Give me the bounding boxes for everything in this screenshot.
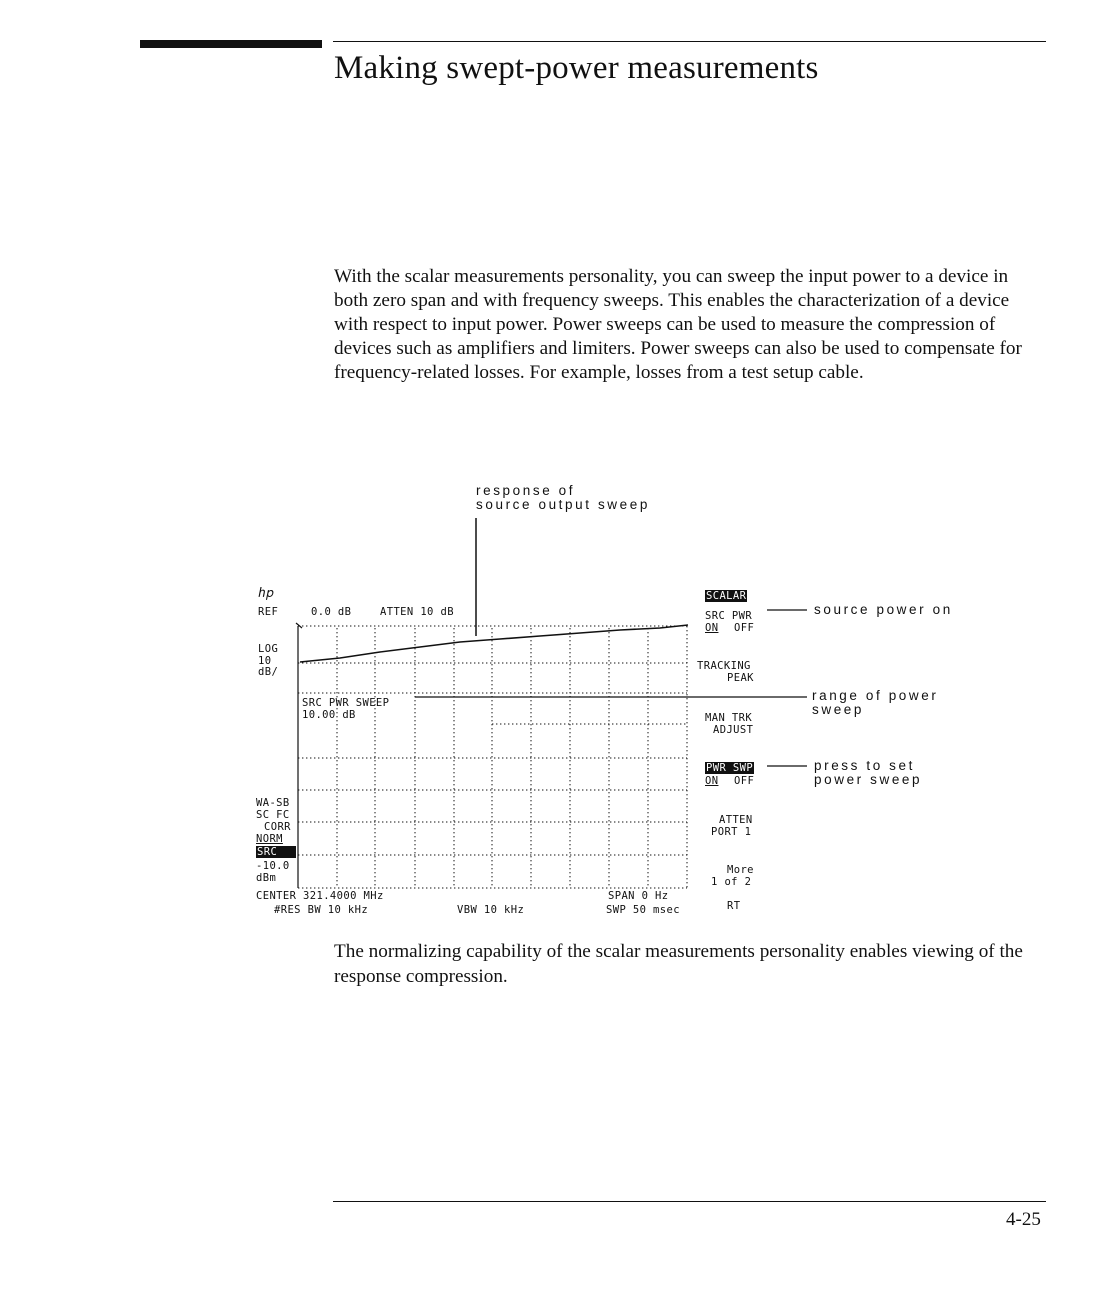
src-indicator: SRC bbox=[256, 846, 296, 858]
footer-rule bbox=[333, 1201, 1046, 1202]
softkey-man-trk-label: MAN TRK bbox=[705, 712, 753, 724]
response-trace bbox=[300, 625, 688, 662]
softkey-more-page: 1 of 2 bbox=[711, 876, 752, 888]
atten-readout: ATTEN 10 dB bbox=[380, 606, 454, 618]
softkey-pwr-swp-label: PWR SWP bbox=[706, 762, 754, 774]
response-callout-line2: source output sweep bbox=[476, 497, 650, 512]
softkey-tracking-label: TRACKING bbox=[697, 660, 751, 672]
softkey-src-pwr-on: ON bbox=[705, 622, 719, 634]
normalizing-paragraph: The normalizing capability of the scalar measurements personality enables viewing of the response compression. bbox=[334, 941, 1023, 987]
norm-label: NORM bbox=[256, 833, 283, 845]
range-callout-line1: range of power bbox=[812, 688, 939, 703]
intro-paragraph: With the scalar measurements personality, you can sweep the input power to a device in both zero span and with frequency sweeps. This enables the characterization of a device with respect to input power. Power sweeps can be used to measure the compression of devices such as amplifiers and limiters. Power sweeps can also be used to compensate for frequency-related losses. For example, losses from a test setup cable. bbox=[334, 266, 1022, 384]
softkey-pwr-swp-off: OFF bbox=[734, 775, 755, 787]
response-callout-line1: response of bbox=[476, 483, 576, 498]
softkey-menu-title: SCALAR bbox=[706, 590, 747, 602]
softkey-src-pwr-off: OFF bbox=[734, 622, 755, 634]
scale-value: 10 bbox=[258, 655, 272, 667]
sc-fc-label: SC FC bbox=[256, 809, 290, 821]
dbm-unit: dBm bbox=[256, 872, 277, 884]
ref-label: REF bbox=[258, 606, 279, 618]
softkey-peak-label: PEAK bbox=[727, 672, 754, 684]
graticule bbox=[298, 626, 687, 888]
vbw-readout: VBW 10 kHz bbox=[457, 904, 525, 916]
src-level: -10.0 bbox=[256, 860, 290, 872]
softkey-port-label: PORT 1 bbox=[711, 826, 752, 838]
softkey-src-pwr-label: SRC PWR bbox=[705, 610, 753, 622]
softkey-atten-label: ATTEN bbox=[719, 814, 753, 826]
sweep-value: 10.00 dB bbox=[302, 709, 356, 721]
src-pwr-sweep-label: SRC PWR SWEEP bbox=[302, 697, 390, 709]
wa-sb-label: WA-SB bbox=[256, 797, 290, 809]
span-readout: SPAN 0 Hz bbox=[608, 890, 669, 902]
softkey-pwr-swp-on: ON bbox=[705, 775, 719, 787]
scale-unit: dB/ bbox=[258, 666, 279, 678]
range-callout-line2: sweep bbox=[812, 702, 865, 717]
center-readout: CENTER 321.4000 MHz bbox=[256, 890, 384, 902]
trace-start-tick bbox=[296, 623, 302, 628]
res-bw-readout: #RES BW 10 kHz bbox=[274, 904, 369, 916]
page-title: Making swept-power measurements bbox=[334, 50, 819, 86]
hp-logo-icon: ℎ𝑝 bbox=[258, 586, 274, 601]
log-label: LOG bbox=[258, 643, 279, 655]
corr-label: CORR bbox=[264, 821, 291, 833]
softkey-adjust-label: ADJUST bbox=[713, 724, 754, 736]
page-number: 4-25 bbox=[1006, 1209, 1041, 1230]
source-power-callout: source power on bbox=[814, 602, 953, 617]
softkey-rt: RT bbox=[727, 900, 741, 912]
ref-value: 0.0 dB bbox=[311, 606, 352, 618]
press-callout-line1: press to set bbox=[814, 758, 915, 773]
swp-readout: SWP 50 msec bbox=[606, 904, 680, 916]
press-callout-line2: power sweep bbox=[814, 772, 923, 787]
softkey-more-label: More bbox=[727, 864, 754, 876]
